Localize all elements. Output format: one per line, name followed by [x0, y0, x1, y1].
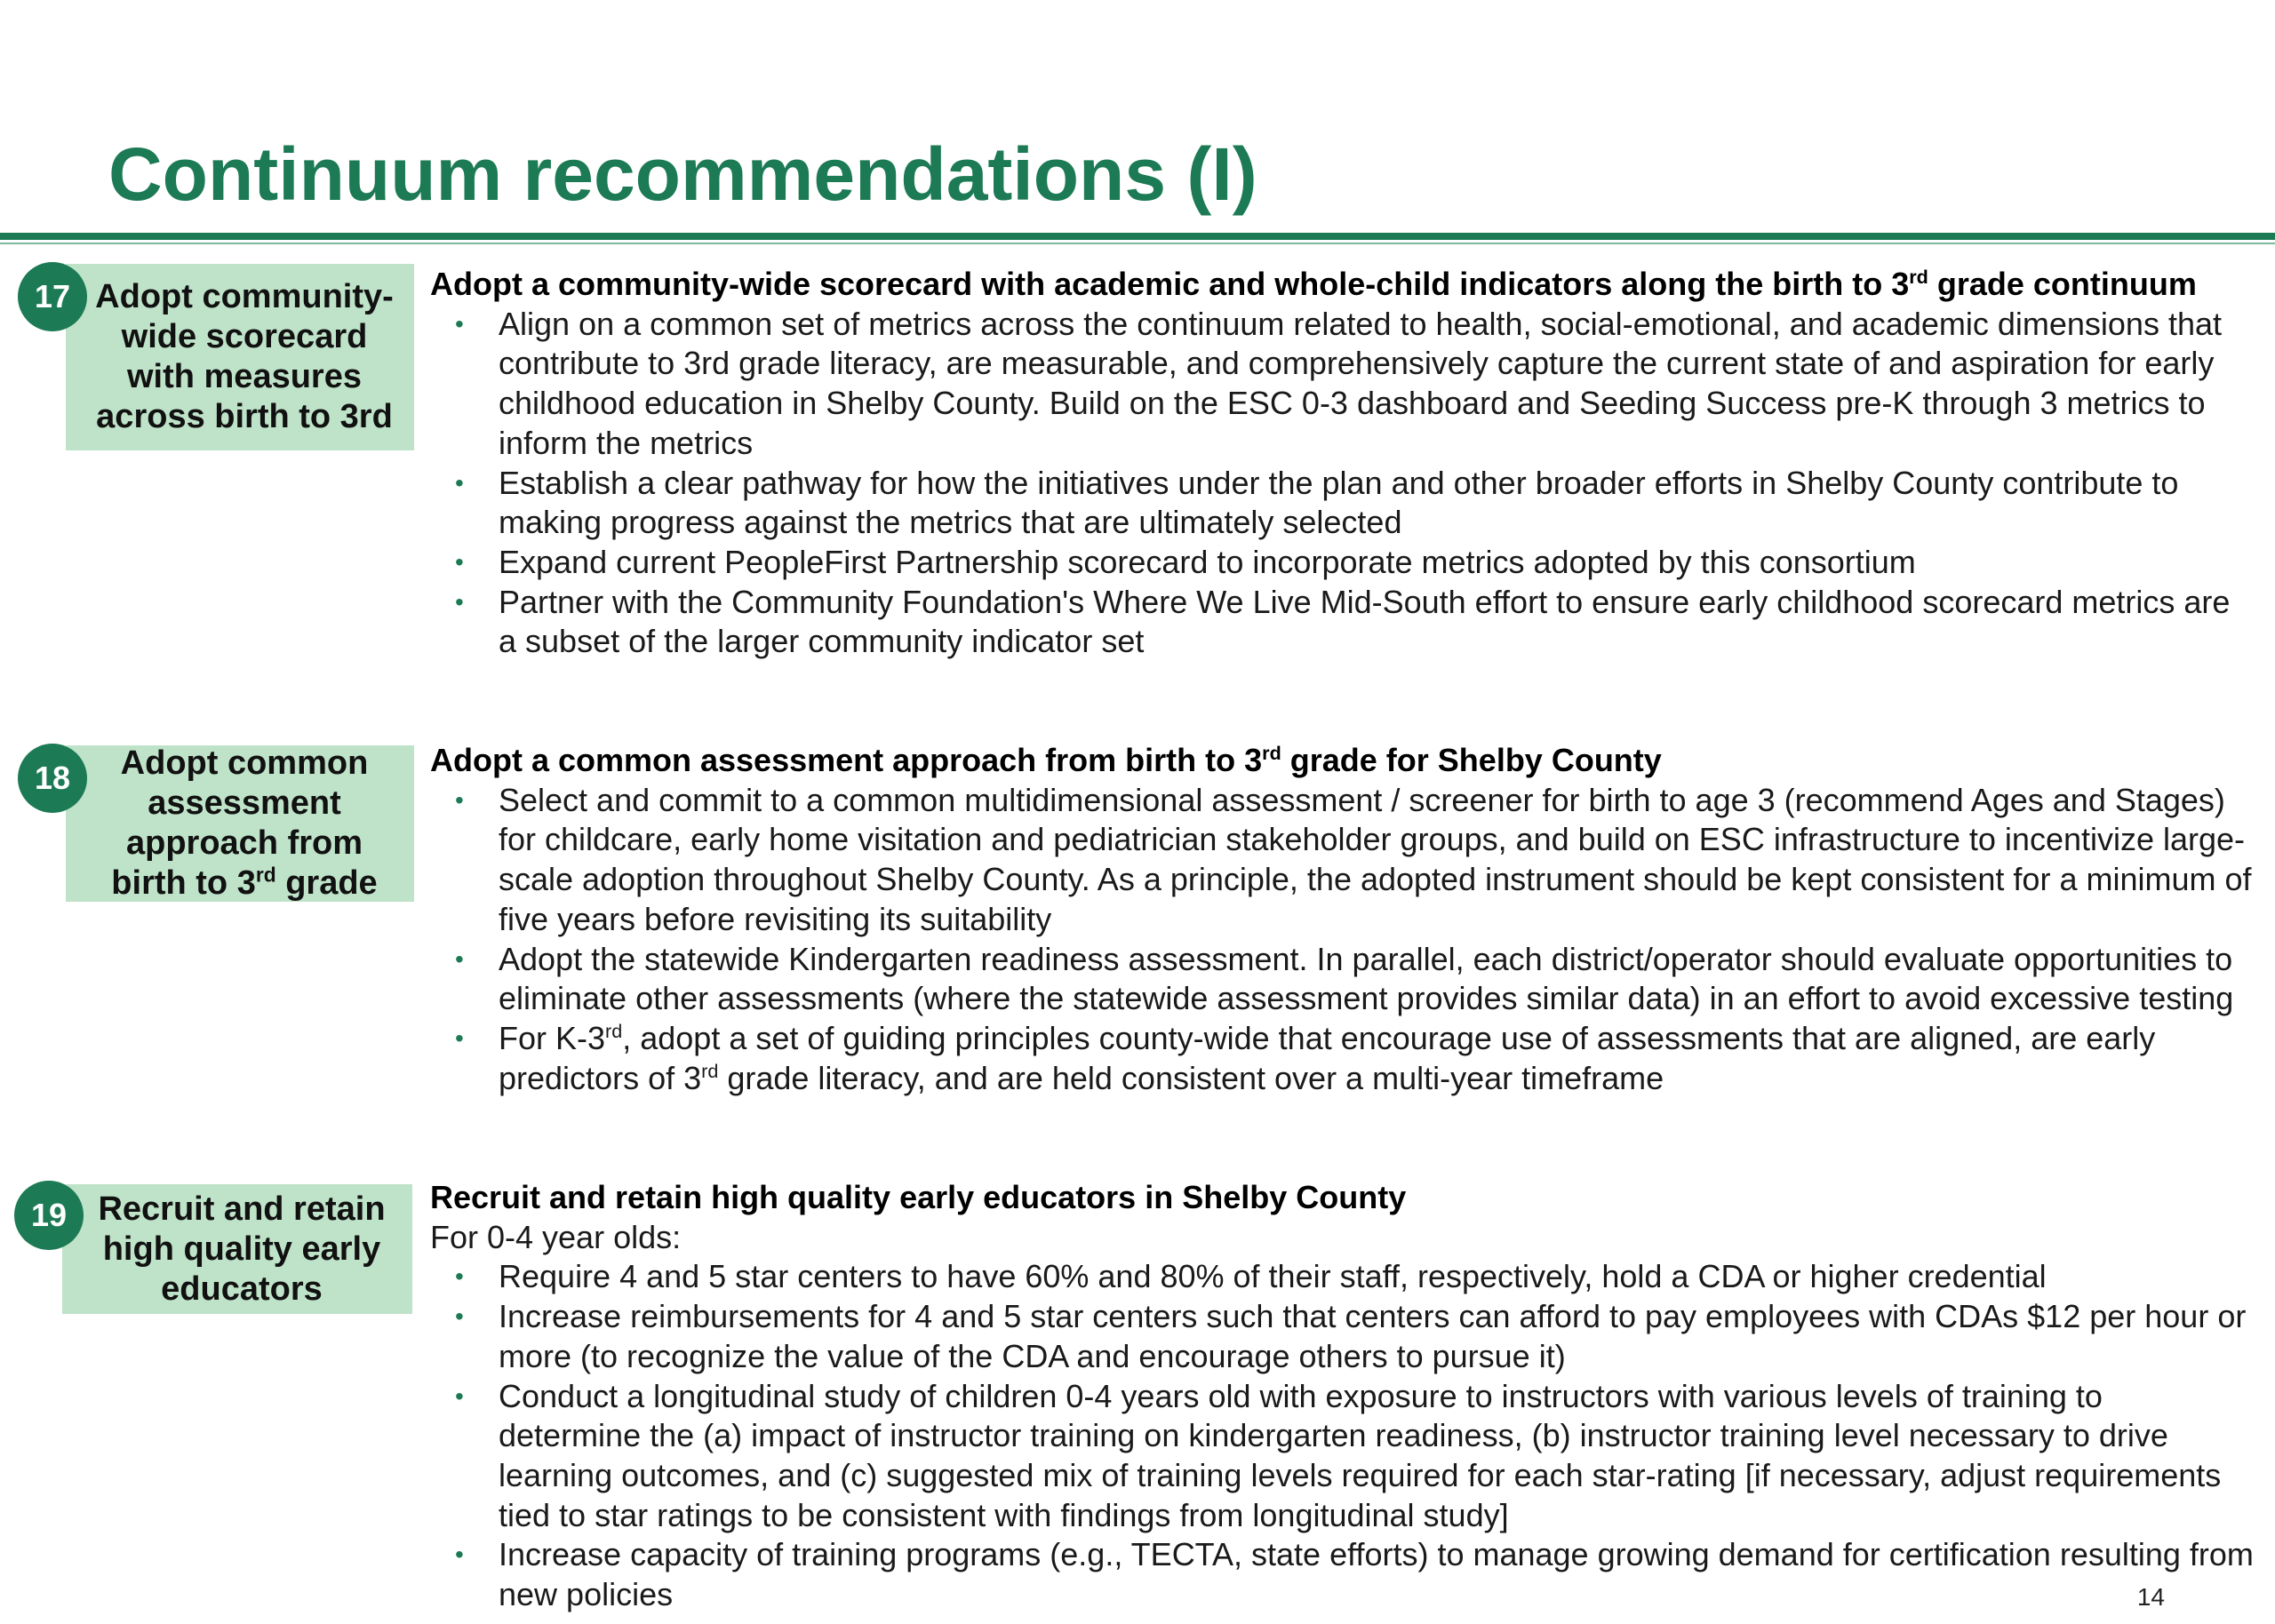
rec-bullets-19	[430, 1257, 2254, 1614]
list-item: • Establish a clear pathway for how the initiatives under the plan and other broader efforts in Shelby County contribute to making progress against the metrics that are ultimately selected	[455, 464, 2179, 541]
list-item: • Expand current PeopleFirst Partnership scorecard to incorporate metrics adopted by this consortium	[455, 543, 1916, 580]
rec-label-19-line-3: educators	[161, 1270, 323, 1308]
rec-label-17-line-2: wide scorecard	[121, 318, 368, 355]
rec-number-badge-18: 18	[18, 744, 87, 813]
title-rule	[0, 233, 2275, 240]
rec-label-17-line-4: across birth to 3rd	[96, 398, 393, 435]
rec-heading-18: Adopt a common assessment approach from birth to 3rd grade for Shelby County	[430, 742, 1662, 778]
rec-label-18-line-1: Adopt common	[120, 744, 369, 782]
page-number: 14	[2136, 1583, 2165, 1611]
rec-label-18-line-4: birth to 3rd grade	[111, 863, 378, 902]
rec-heading-17: Adopt a community-wide scorecard with academic and whole-child indicators along the birth to 3rd grade continuum	[430, 266, 2197, 302]
rec-body-19	[430, 1178, 2254, 1615]
list-item: • Align on a common set of metrics across the continuum related to health, social-emotional, and academic dimensions that contribute to 3rd grade literacy, are measurable, and comprehensively capture the current state of and aspiration for early childhood education in Shelby County. Build on the ESC 0-3 dashboard and Seeding Success pre-K through 3 metrics to inform the metrics	[455, 305, 2222, 461]
rec-intro-19: For 0-4 year olds:	[430, 1218, 682, 1255]
list-item: • Increase capacity of training programs (e.g., TECTA, state efforts) to manage growing demand for certification resulting from new policies	[455, 1536, 2254, 1613]
rec-number-badge-19: 19	[14, 1181, 84, 1250]
rec-label-17-line-1: Adopt community-	[95, 278, 394, 315]
list-item: • Conduct a longitudinal study of children 0-4 years old with exposure to instructors with various levels of training to determine the (a) impact of instructor training on kindergarten readiness, (b) instructor training level necessary to drive learning outcomes, and (c) suggested mix of training levels required for each star-rating [if necessary, adjust requirements tied to star ratings to be consistent with findings from longitudinal study]	[455, 1377, 2222, 1533]
rec-heading-19: Recruit and retain high quality early educators in Shelby County	[430, 1179, 1407, 1215]
rec-label-19	[62, 1184, 412, 1314]
rec-label-18-line-2: assessment	[148, 784, 341, 822]
slide-title: Continuum recommendations (I)	[108, 132, 1257, 216]
rec-number-badge-17: 17	[18, 262, 87, 331]
rec-body-18	[430, 741, 2254, 1098]
list-item: • Partner with the Community Foundation's Where We Live Mid-South effort to ensure early childhood scorecard metrics are a subset of the larger community indicator set	[455, 583, 2231, 660]
rec-bullets-18	[430, 781, 2254, 1099]
rec-label-17-line-3: with measures	[126, 358, 362, 395]
rec-body-17	[430, 265, 2254, 662]
rec-label-19-line-2: high quality early	[102, 1230, 381, 1268]
rec-label-19-line-1: Recruit and retain	[98, 1190, 386, 1228]
rec-bullets-17	[430, 305, 2254, 662]
rec-label-18	[66, 745, 414, 902]
list-item: • Adopt the statewide Kindergarten readiness assessment. In parallel, each district/operator should evaluate opportunities to eliminate other assessments (where the statewide assessment provides similar data) in an effort to avoid excessive testing	[455, 940, 2234, 1017]
list-item: • Increase reimbursements for 4 and 5 star centers such that centers can afford to pay employees with CDAs $12 per hour or more (to recognize the value of the CDA and encourage others to pursue it)	[455, 1298, 2247, 1374]
rec-label-17	[66, 264, 414, 450]
rec-label-18-line-3: approach from	[125, 824, 363, 862]
list-item: • For K-3rd, adopt a set of guiding principles county-wide that encourage use of assessments that are aligned, are early predictors of 3rd grade literacy, and are held consistent over a multi-year timeframe	[455, 1019, 2156, 1096]
list-item: • Require 4 and 5 star centers to have 60% and 80% of their staff, respectively, hold a CDA or higher credential	[455, 1258, 2047, 1295]
list-item: • Select and commit to a common multidimensional assessment / screener for birth to age 3 (recommend Ages and Stages) for childcare, early home visitation and pediatrician stakeholder groups, and build on ESC infrastructure to incentivize large-scale adoption throughout Shelby County. As a principle, the adopted instrument should be kept consistent for a minimum of five years before revisiting its suitability	[455, 781, 2252, 937]
